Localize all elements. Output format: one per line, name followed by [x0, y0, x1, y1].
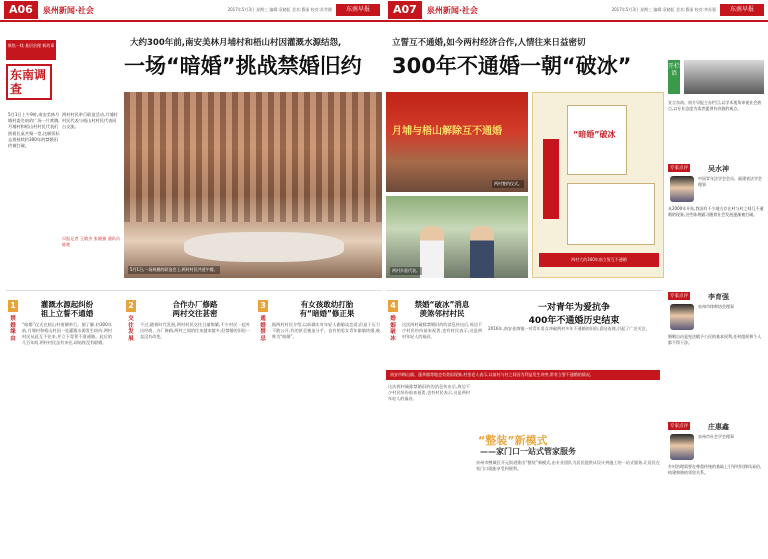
section-title: 有女孩敢幼打胎 有“暗婚”修正果 [299, 300, 355, 318]
expert-title: 中国青年法学会会员、福建省法学会理事 [698, 176, 762, 187]
couple-headline: 一对青年为爱抗争 400年不通婚历史结束 [528, 303, 620, 326]
couple-body: 2016年,南安金淘镇一对青年男女冲破两村多年不通婚的旧俗,喜结连理,引起了广泛关注。 [488, 326, 650, 331]
intro-text-right: 两村村民举行联谊活动,月埔村村民代表与梧山村村民代表同台交流。 [62, 112, 118, 130]
headline-right: 300年不通婚一朝“破冰” [392, 54, 632, 78]
section-number: 1 [8, 300, 18, 312]
column-tag: 东南调查 [6, 64, 52, 100]
photo-caption: 两村签约仪式。 [494, 181, 522, 186]
infographic-title: “暗婚”破冰 [573, 130, 616, 139]
section-label: 通婚禁忌 [260, 316, 266, 342]
document-image [567, 183, 655, 245]
header-left [0, 0, 384, 20]
mode-headline: “整装”新模式 [478, 434, 548, 447]
section-label: 交往发展 [128, 316, 134, 342]
section-body-more: 这次两村破除禁婚旧约的消息传出后,周边不少村民纷纷前来祝贺,也有村民表示,这是两村年轻人的福音。 [388, 384, 470, 402]
subhead-right: 立誓互不通婚,如今两村经济合作,人情往来日益密切 [392, 38, 586, 48]
section-name: 泉州新闻·社会 [426, 5, 478, 15]
expert-comment: 婚姻自由是宪法赋予公民的基本权利,任何组织和个人都不得干涉。 [668, 334, 762, 345]
expert-comment: 乡村治理需要在尊重传统的基础上引导村民移风易俗,构建和谐的邻里关系。 [668, 464, 762, 475]
expert-portrait [670, 304, 694, 330]
section-label: 婚姻破冰 [390, 316, 396, 342]
banner-text: 月埔与梧山解除互不通婚 [392, 126, 502, 137]
section-title: 禁婚“破冰”消息 羡煞邻村村民 [414, 300, 470, 318]
expert-portrait [670, 176, 694, 202]
page-number: A07 [388, 1, 422, 19]
section-body: 不过,随着时代发展,两村村民交往日渐频繁,不少村民一起外出经商、办厂修路,两村之间的往来越来越多,但禁婚的旧俗一直没有改变。 [140, 322, 250, 340]
headline-left: 一场“暗婚”挑战禁婚旧约 [124, 54, 362, 78]
banner-photo [386, 92, 528, 192]
expert-portrait [670, 434, 694, 460]
infographic [532, 92, 664, 278]
page-header [0, 0, 768, 22]
table-image [184, 232, 344, 262]
info-strip: 南安市梅山镇、蓬华镇等地也有类似现象,村里老人表示,以前村与村之间因为利益发生冲突,常有立誓不通婚的情况。 [386, 370, 660, 380]
sidebar-photo [684, 60, 764, 94]
infographic-timeline: 两村大约300年前立誓互不通婚 [539, 253, 659, 267]
expert-name: 庄惠鑫 [708, 423, 729, 431]
mode-body: 泉州市鲤城区开元街道推出“整装”新模式,由专业团队为居民提供从设计到施工的一站式服务,让居民在家门口就能享受到便利。 [476, 460, 660, 472]
section-body: “暗婚”仪式在梧山村南侧举行。据了解,约300年前,月埔村和梧山村因一处灌溉水源发生纠纷,两村村民从此互不往来,并立下毒誓不准通婚。此后的几百年间,两村村民虽有来往,却始终没有联姻。 [22, 322, 112, 346]
elders-photo [386, 196, 528, 278]
section-body: 据两村村民介绍,以前确实有年轻人偷偷谈恋爱,但迫于压力不敢公开,有的甚至被迫分手。也有的男女青年偷偷结婚,被称为“暗婚”。 [272, 322, 380, 340]
divider [386, 290, 662, 291]
expert-label: 专家点评 [670, 166, 688, 171]
subhead-left: 大约300年前,南安美林月埔村和梧山村因灌溉水源结怨, [130, 38, 342, 48]
sidebar-intro: 宣言东南、南方早报主办栏目,以学术视角审视社会热点,以专业态度为读者提供有价值的观点。 [668, 100, 762, 111]
crowd-image [124, 92, 382, 222]
section-body: 这次两村破除禁婚旧约的消息传出后,周边不少村民纷纷前来祝贺,也有村民表示,这是两村年轻人的福音。 [402, 322, 482, 340]
expert-title: 泉州市社会学会理事 [698, 434, 734, 439]
masthead-logo: 东南早报 [720, 4, 764, 16]
reporter-byline: 早报记者 王敏杰 张晓雅 通讯员 陈艳 [62, 236, 120, 248]
section-label: 禁婚缘由 [10, 316, 16, 342]
sidebar-tag: 开栏语 [668, 60, 680, 94]
page-number: A06 [4, 1, 38, 19]
expert-label: 专家点评 [670, 294, 688, 299]
section-title: 合作办厂修路 两村交往甚密 [172, 300, 218, 318]
expert-name: 李育强 [708, 293, 729, 301]
expert-comment: 从2000年开始,我国有不少地方存在村与村之间互不通婚的现象,这些陈规陋习随着社会发展逐渐被打破。 [668, 206, 764, 217]
photo-caption: 5月1日,一场规模的联谊会上,两村村民共进午餐。 [130, 267, 218, 272]
person-figure [470, 226, 494, 278]
column-header [6, 40, 60, 280]
photo-caption: 两村乡贤代表。 [392, 268, 420, 273]
main-photo [124, 92, 382, 278]
person-figure [420, 226, 444, 278]
intro-text: 5月1日上午9时,南安美林月埔村委会前的广场一片欢腾,月埔村和梧山村村民代表们围着长桌共聚一堂,这顿饭标志着持续约300年的禁婚旧约被打破。 [8, 112, 60, 149]
section-number: 4 [388, 300, 398, 312]
infographic-bar [543, 139, 559, 219]
section-number: 2 [126, 300, 136, 312]
section-name: 泉州新闻·社会 [42, 5, 94, 15]
expert-label: 专家点评 [670, 424, 688, 429]
page-meta: 2017年5月3日 星期三 编辑:袁晓虹 美术:曹丽 校对:李苏强 [611, 7, 716, 12]
header-right [384, 0, 768, 20]
document-image [567, 105, 627, 175]
section-number: 3 [258, 300, 268, 312]
column-badge: 聚焦一线 基层治理 新故事 [6, 40, 56, 60]
expert-title: 泉州市律师协会理事 [698, 304, 734, 309]
mode-subheadline: ——家门口一站式管家服务 [480, 447, 576, 456]
divider [6, 290, 382, 291]
sidebar [668, 60, 764, 556]
expert-name: 吴水神 [708, 165, 729, 173]
section-title: 灌溉水源起纠纷 祖上立誓不通婚 [40, 300, 94, 318]
page-meta: 2017年5月3日 星期三 编辑:袁晓虹 美术:曹丽 校对:苏苹健 [227, 7, 332, 12]
masthead-logo: 东南早报 [336, 4, 380, 16]
